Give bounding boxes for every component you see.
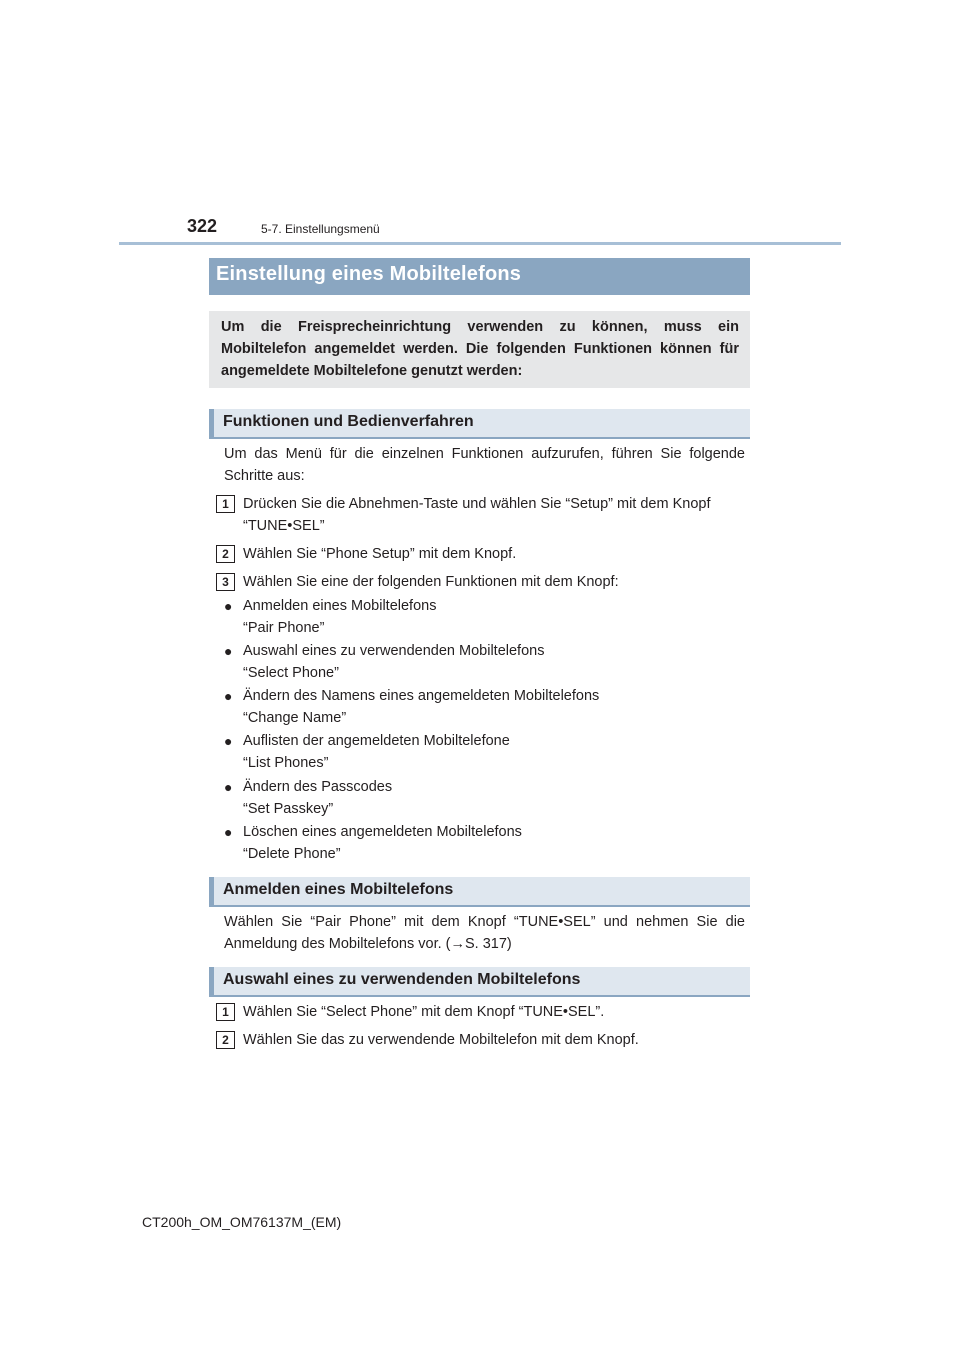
list-item-label: Ändern des Namens eines angemeldeten Mobiltelefons bbox=[243, 688, 600, 704]
step-number: 2 bbox=[216, 1031, 235, 1049]
section-paragraph: Um das Menü für die einzelnen Funktionen aufzurufen, führen Sie folgende Schritte aus: bbox=[224, 446, 745, 484]
list-item-option: “List Phones” bbox=[243, 755, 329, 771]
step-number: 3 bbox=[216, 573, 235, 591]
step-number: 1 bbox=[216, 1003, 235, 1021]
bullet-icon: ● bbox=[224, 598, 233, 614]
footer-document-code: CT200h_OM_OM76137M_(EM) bbox=[142, 1214, 342, 1230]
bullet-icon: ● bbox=[224, 824, 233, 840]
list-item-label: Löschen eines angemeldeten Mobiltelefons bbox=[243, 824, 522, 840]
section-title: Funktionen und Bedienverfahren bbox=[223, 413, 474, 430]
section-paragraph: Wählen Sie “Pair Phone” mit dem Knopf “TUNE•SEL” und nehmen Sie die Anmeldung des Mobiltelefons vor. (→S. 317) bbox=[224, 914, 745, 952]
header-rule bbox=[119, 242, 841, 245]
section-title: Auswahl eines zu verwendenden Mobiltelefons bbox=[223, 971, 581, 988]
section-heading-pairing bbox=[209, 877, 750, 907]
step-number: 1 bbox=[216, 495, 235, 513]
list-item-option: “Change Name” bbox=[243, 710, 347, 726]
list-item-option: “Delete Phone” bbox=[243, 846, 341, 862]
list-item-option: “Set Passkey” bbox=[243, 801, 334, 817]
list-item-label: Auswahl eines zu verwendenden Mobiltelefons bbox=[243, 643, 545, 659]
step-text: Drücken Sie die Abnehmen-Taste und wählen Sie “Setup” mit dem Knopf bbox=[243, 496, 711, 512]
intro-box bbox=[209, 311, 750, 388]
breadcrumb: 5-7. Einstellungsmenü bbox=[261, 222, 380, 236]
page-title: Einstellung eines Mobiltelefons bbox=[216, 263, 522, 285]
bullet-icon: ● bbox=[224, 733, 233, 749]
step-text: Wählen Sie das zu verwendende Mobiltelefon mit dem Knopf. bbox=[243, 1032, 639, 1048]
step-text: Wählen Sie eine der folgenden Funktionen mit dem Knopf: bbox=[243, 574, 619, 590]
list-item-option: “Select Phone” bbox=[243, 665, 339, 681]
section-heading-select-phone bbox=[209, 967, 750, 997]
intro-text: Um die Freisprecheinrichtung verwenden zu können, muss ein Mobiltelefon angemeldet werden. Die folgenden Funktionen können für angemeldete Mobiltelefone genutzt werden: bbox=[221, 319, 739, 379]
list-item-option: “Pair Phone” bbox=[243, 620, 325, 636]
bullet-icon: ● bbox=[224, 643, 233, 659]
step-number: 2 bbox=[216, 545, 235, 563]
section-heading-functions bbox=[209, 409, 750, 439]
section-title: Anmelden eines Mobiltelefons bbox=[223, 881, 454, 898]
list-item-label: Anmelden eines Mobiltelefons bbox=[243, 598, 437, 614]
bullet-icon: ● bbox=[224, 779, 233, 795]
bullet-icon: ● bbox=[224, 688, 233, 704]
title-bar bbox=[209, 258, 750, 295]
step-text-continued: “TUNE•SEL” bbox=[243, 518, 325, 534]
page-number: 322 bbox=[187, 216, 218, 236]
step-text: Wählen Sie “Phone Setup” mit dem Knopf. bbox=[243, 546, 517, 562]
list-item-label: Ändern des Passcodes bbox=[243, 779, 393, 795]
list-item-label: Auflisten der angemeldeten Mobiltelefone bbox=[243, 733, 510, 749]
step-text: Wählen Sie “Select Phone” mit dem Knopf “TUNE•SEL”. bbox=[243, 1004, 605, 1020]
